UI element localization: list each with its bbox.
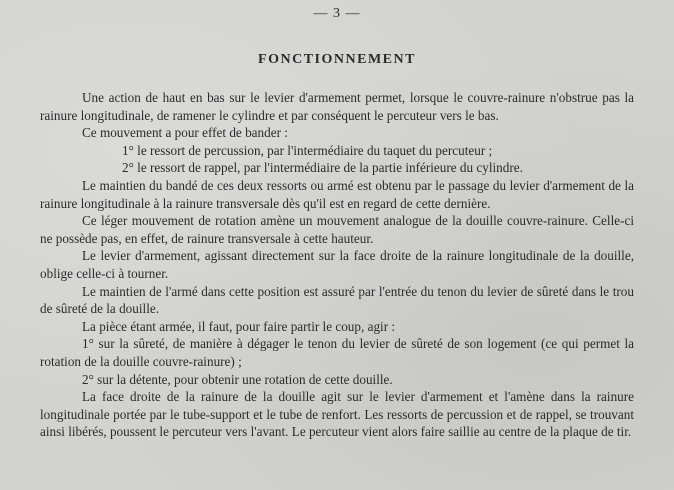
paragraph: La face droite de la rainure de la douille agit sur le levier d'armement et l'amène dans la rainure longitudinale portée par le tube-support et le tube de renfort. Les ressorts de percussion et de rappel, se trouvant ainsi libérés, poussent le percuteur vers l'avant. Le percuteur vient alors faire saillie au centre de la plaque de tir.: [40, 389, 634, 440]
page-number: — 3 —: [313, 6, 361, 21]
section-title: FONCTIONNEMENT: [258, 52, 416, 67]
body-text: [40, 89, 634, 441]
list-item: 1° sur la sûreté, de manière à dégager le tenon du levier de sûreté de son logement (ce qui permet la rotation de la douille couvre-rainure) ;: [40, 336, 634, 369]
paragraph: Une action de haut en bas sur le levier d'armement permet, lorsque le couvre-rainure n'obstrue pas la rainure longitudinale, de ramener le cylindre et par conséquent le percuteur vers le bas.: [40, 90, 634, 123]
paragraph: Ce léger mouvement de rotation amène un mouvement analogue de la douille couvre-rainure. Celle-ci ne possède pas, en effet, de rainure transversale à cette hauteur.: [40, 213, 634, 246]
paragraph: Le levier d'armement, agissant directement sur la face droite de la rainure longitudinale de la douille, oblige celle-ci à tourner.: [40, 248, 634, 281]
paragraph: Le maintien du bandé de ces deux ressorts ou armé est obtenu par le passage du levier d'armement de la rainure longitudinale à la rainure transversale dès qu'il est en regard de cette dernière.: [40, 177, 634, 211]
list-item: 1° le ressort de percussion, par l'intermédiaire du taquet du percuteur ;: [122, 142, 493, 158]
list-item: 2° sur la détente, pour obtenir une rotation de cette douille.: [82, 371, 393, 387]
paragraph: La pièce étant armée, il faut, pour faire partir le coup, agir :: [82, 318, 396, 334]
paragraph: Ce mouvement a pour effet de bander :: [82, 125, 288, 141]
list-item: 2° le ressort de rappel, par l'intermédiaire de la partie inférieure du cylindre.: [122, 160, 523, 176]
paragraph: Le maintien de l'armé dans cette position est assuré par l'entrée du tenon du levier de sûreté dans le trou de sûreté de la douille.: [40, 283, 634, 317]
